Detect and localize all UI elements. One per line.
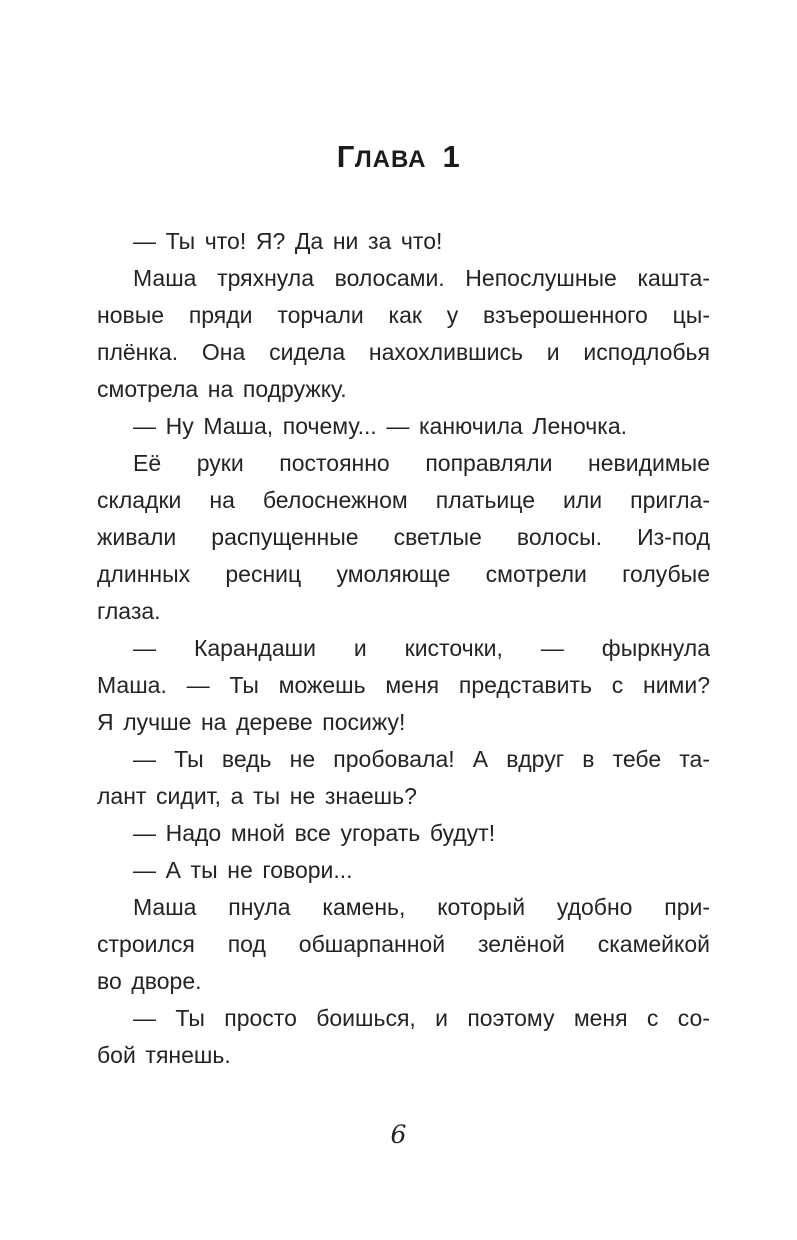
text-line: новые пряди торчали как у взъерошенного цы-	[97, 302, 710, 328]
text-line: Маша. — Ты можешь меня представить с ними?	[97, 672, 710, 698]
text-line: Я лучше на дереве посижу!	[97, 709, 406, 735]
text-line: смотрела на подружку.	[97, 376, 347, 402]
text-line: — Ты ведь не пробовала! А вдруг в тебе та-	[133, 746, 710, 772]
text-line: — Ты просто боишься, и поэтому меня с со-	[133, 1005, 710, 1031]
page-number: 6	[390, 1120, 407, 1149]
text-line: глаза.	[97, 598, 161, 624]
text-line: — Надо мной все угорать будут!	[133, 820, 496, 846]
text-line: длинных ресниц умоляюще смотрели голубые	[97, 561, 710, 587]
text-line: — Ну Маша, почему... — канючила Леночка.	[133, 413, 628, 439]
text-line: Маша пнула камень, который удобно при-	[133, 894, 710, 920]
text-line: складки на белоснежном платьице или пригла-	[97, 487, 710, 513]
text-line: лант сидит, а ты не знаешь?	[97, 783, 417, 809]
text-line: Её руки постоянно поправляли невидимые	[133, 450, 710, 476]
text-line: — А ты не говори...	[133, 857, 353, 883]
chapter-word-initial: Г	[336, 139, 355, 174]
chapter-word-rest: ЛАВА	[354, 146, 427, 173]
chapter-heading	[0, 0, 797, 172]
text-line: Маша тряхнула волосами. Непослушные кашта-	[133, 265, 710, 291]
text-line: во дворе.	[97, 968, 202, 994]
text-line: плёнка. Она сидела нахохлившись и исподлобья	[97, 339, 710, 365]
text-line: бой тянешь.	[97, 1042, 231, 1068]
text-line: строился под обшарпанной зелёной скамейкой	[97, 931, 710, 957]
chapter-number: 1	[442, 139, 461, 174]
text-line: живали распущенные светлые волосы. Из-под	[97, 524, 710, 550]
body-text	[97, 223, 710, 1074]
text-line: — Карандаши и кисточки, — фыркнула	[133, 635, 710, 661]
text-line: — Ты что! Я? Да ни за что!	[133, 228, 443, 254]
